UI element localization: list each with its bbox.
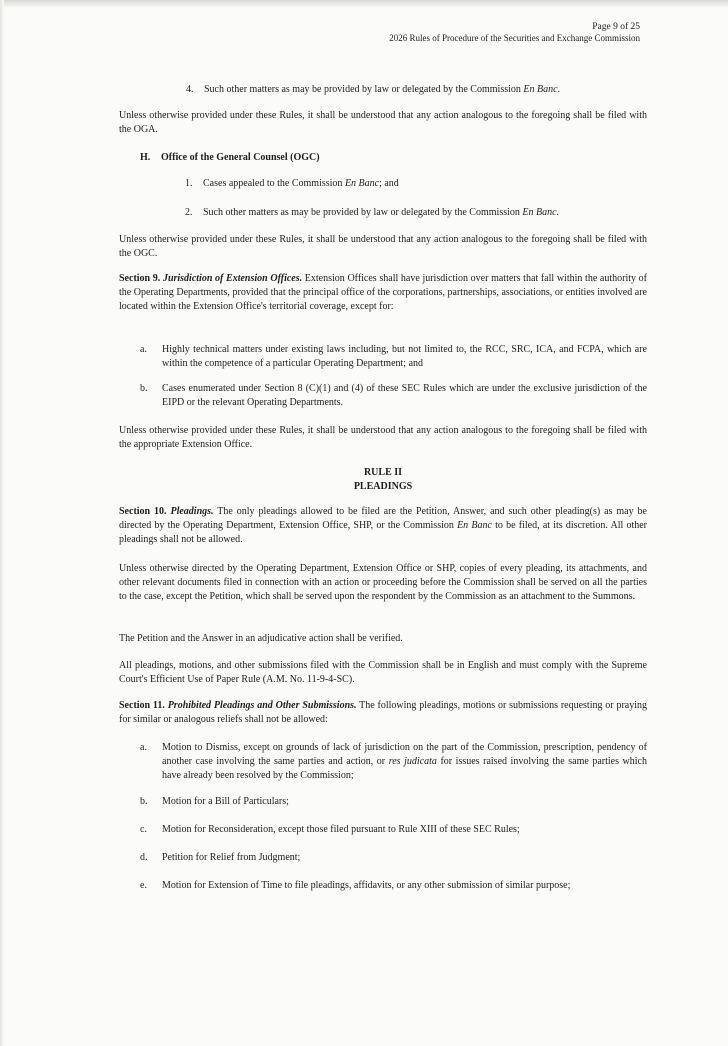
paragraph-service: Unless otherwise directed by the Operating Department, Extension Office or SHP, copies of every pleading, its attachments, and other relevant documents filed in connection with an action or proceeding before the Commission shall be served on all the parties to the case, except the Petition, which shall be served upon the respondent by the Commission as an attachment to the Summons. [119, 563, 647, 602]
section-11-paragraph: Section 11. Prohibited Pleadings and Other Submissions. The following pleadings, motions or submissions requesting or praying for similar or analogous reliefs shall not be allowed: [119, 700, 647, 725]
list-marker: a. [140, 344, 147, 355]
section-10-paragraph: Section 10. Pleadings. The only pleadings allowed to be filed are the Petition, Answer, and such other pleading(s) as may be directed by the Operating Department, Extension Office, SHP, or the Commission En Banc to be filed, at its discretion. All other pleadings shall not be allowed. [119, 506, 648, 545]
list-marker: a. [140, 742, 147, 753]
list-text: Petition for Relief from Judgment; [162, 852, 301, 863]
document-running-title: 2026 Rules of Procedure of the Securities and Exchange Commission [389, 33, 640, 43]
list-text: Motion for Extension of Time to file pleadings, affidavits, or any other submission of similar purpose; [162, 880, 571, 891]
list-marker: d. [140, 852, 148, 863]
paragraph-english: All pleadings, motions, and other submissions filed with the Commission shall be in English and must comply with the Supreme Court's Efficient Use of Paper Rule (A.M. No. 11-9-4-SC). [119, 660, 647, 685]
list-marker: 2. [185, 207, 193, 218]
paragraph-oga: Unless otherwise provided under these Rules, it shall be understood that any action analogous to the foregoing shall be filed with the OGA. [119, 110, 647, 135]
scan-left-edge [0, 0, 4, 1046]
list-marker: c. [140, 824, 147, 835]
page-header [389, 22, 640, 44]
section-marker: H. [140, 152, 151, 163]
list-text: Such other matters as may be provided by law or delegated by the Commission En Banc. [204, 84, 561, 95]
section-9-paragraph: Section 9. Jurisdiction of Extension Offices. Extension Offices shall have jurisdiction over matters that fall within the authority of the Operating Departments, provided that the principal office of the corporations, partnerships, associations, or entities involved are located within the Extension Office's territorial coverage, except for: [119, 273, 648, 312]
list-marker: b. [140, 383, 148, 394]
list-text: Cases enumerated under Section 8 (C)(1) and (4) of these SEC Rules which are under the exclusive jurisdiction of the EIPD or the relevant Operating Departments. [162, 383, 647, 408]
list-text: Cases appealed to the Commission En Banc; and [203, 178, 399, 189]
list-text: Highly technical matters under existing laws including, but not limited to, the RCC, SRC, ICA, and FCPA, which are within the competence of a particular Operating Department; and [162, 344, 647, 369]
list-text: Motion for Reconsideration, except those filed pursuant to Rule XIII of these SEC Rules; [162, 824, 520, 835]
page-number: Page 9 of 25 [592, 22, 640, 32]
list-text: Motion to Dismiss, except on grounds of lack of jurisdiction on the part of the Commission, prescription, pendency of another case involving the same parties and action, or res judicata for issues raised involving the same parties which have already been resolved by the Commission; [162, 742, 647, 781]
list-marker: b. [140, 796, 148, 807]
list-text: Motion for a Bill of Particulars; [162, 796, 289, 807]
list-text: Such other matters as may be provided by law or delegated by the Commission En Banc. [203, 207, 560, 218]
paragraph-verified: The Petition and the Answer in an adjudicative action shall be verified. [119, 633, 403, 644]
list-item [140, 343, 647, 373]
paragraph-ogc: Unless otherwise provided under these Rules, it shall be understood that any action analogous to the foregoing shall be filed with the OGC. [119, 234, 647, 259]
section-title: Office of the General Counsel (OGC) [161, 152, 320, 163]
rule-title: PLEADINGS [353, 481, 413, 492]
rule-heading [119, 466, 647, 494]
list-marker: 1. [185, 178, 193, 189]
list-marker: e. [140, 880, 147, 891]
list-item [140, 382, 647, 412]
list-item [140, 741, 647, 785]
paragraph-extension-office: Unless otherwise provided under these Rules, it shall be understood that any action analogous to the foregoing shall be filed with the appropriate Extension Office. [119, 425, 647, 450]
list-marker: 4. [186, 84, 194, 95]
rule-number: RULE II [363, 467, 403, 478]
scan-top-shadow [0, 0, 728, 8]
